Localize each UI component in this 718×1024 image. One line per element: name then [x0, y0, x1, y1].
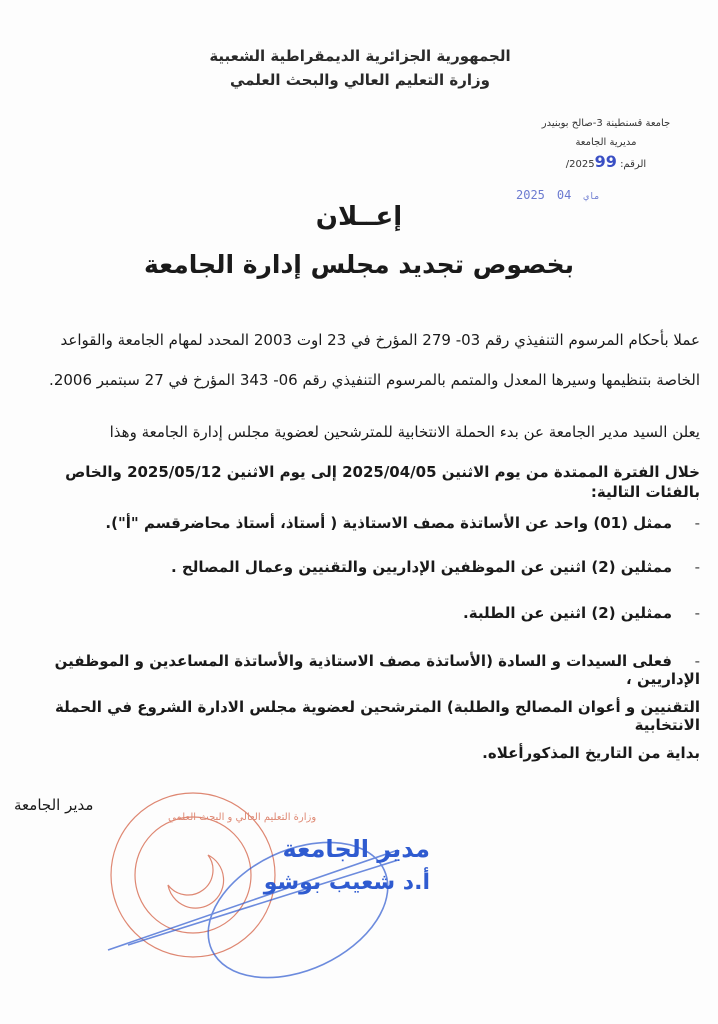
body-para2-line1: يعلن السيد مدير الجامعة عن بدء الحملة الانتخابية للمترشحين لعضوية مجلس إدارة الجامعة وهذا — [109, 423, 700, 441]
page-title: إعــلان — [315, 202, 403, 232]
signature-stamp-text — [230, 832, 430, 900]
ref-number: 99 — [594, 152, 617, 171]
ministry-name: وزارة التعليم العالي والبحث العلمي — [229, 71, 491, 89]
reference-number — [506, 152, 706, 174]
republic-name: الجمهورية الجزائرية الديمقراطية الشعبية — [209, 47, 511, 65]
date-stamp — [516, 188, 612, 202]
stamp-title: مدير الجامعة — [282, 835, 430, 863]
date-day: 04 — [556, 188, 572, 202]
category-item: -ممثلين (2) اثنين عن الموظفين الإداريين والتقنيين وعمال المصالح . — [171, 558, 700, 576]
signatory-title: مدير الجامعة — [14, 796, 94, 814]
dash-bullet-icon: - — [694, 558, 700, 576]
dash-bullet-icon: - — [694, 514, 700, 532]
issuer-block — [506, 114, 706, 174]
ref-label: الرقم: — [620, 159, 647, 170]
department-name: مديرية الجامعة — [575, 137, 637, 148]
category-item: -ممثل (01) واحد عن الأساتذة مصف الاستاذية ( أستاذ، أستاذ محاضرقسم "أ"). — [105, 514, 700, 532]
category-item-continuation: التقنيين و أعوان المصالح والطلبة) المترشحين لعضوية مجلس الادارة الشروع في الحملة الانتخابية — [55, 698, 700, 734]
dash-bullet-icon: - — [694, 604, 700, 622]
dash-bullet-icon: - — [694, 652, 700, 670]
date-year: 2025 — [516, 188, 545, 202]
stamp-name: أ.د شعيب بوشو — [263, 870, 430, 895]
body-para2-line2: خلال الفترة الممتدة من يوم الاثنين 2025/04/05 إلى يوم الاثنين 2025/05/12 والخاص بالفئات التالية: — [65, 463, 700, 501]
category-item: -ممثلين (2) اثنين عن الطلبة. — [463, 604, 700, 622]
ref-year: /2025 — [565, 159, 595, 170]
page-subtitle: بخصوص تجديد مجلس إدارة الجامعة — [143, 250, 575, 279]
category-item: -فعلى السيدات و السادة (الأساتذة مصف الاستاذية والأساتذة المساعدين و الموظفين الإداريين ، — [54, 652, 700, 688]
university-name: جامعة قسنطينة 3-صالح بوبنيدر — [541, 118, 671, 129]
category-item-continuation: بداية من التاريخ المذكورأعلاه. — [482, 744, 700, 762]
seal-text: وزارة التعليم العالي و البحث العلمي — [168, 812, 317, 823]
date-month: ماي — [583, 192, 600, 202]
letterhead — [200, 44, 520, 92]
body-para1-line1: عملا بأحكام المرسوم التنفيذي رقم 03- 279 المؤرخ في 23 اوت 2003 المحدد لمهام الجامعة والقواعد — [60, 331, 700, 349]
body-para1-line2: الخاصة بتنظيمها وسيرها المعدل والمتمم بالمرسوم التنفيذي رقم 06- 343 المؤرخ في 27 سبتمبر 2006. — [49, 371, 700, 389]
